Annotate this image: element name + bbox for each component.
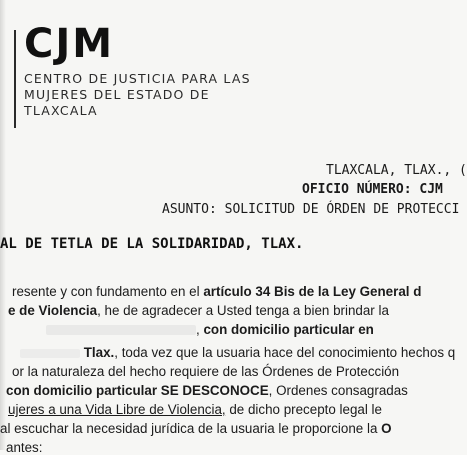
body-line-4: Tlax., toda vez que la usuaria hace del conocimiento hechos q [20,345,455,360]
redacted-name [46,325,196,335]
body-line-6: con domicilio particular SE DESCONOCE, Ordenes consagradas [6,383,408,398]
logo-divider [14,30,16,128]
body-line-9: antes: [6,440,43,455]
body-line-8: al escuchar la necesidad jurídica de la usuaria le proporcione la O [0,421,392,436]
header-city-date: TLAXCALA, TLAX., ( [326,163,467,178]
org-name-line-2: MUJERES DEL ESTADO DE [24,87,210,102]
header-asunto: ASUNTO: SOLICITUD DE ÓRDEN DE PROTECCI [162,202,460,217]
org-name-line-1: CENTRO DE JUSTICIA PARA LAS [24,71,251,86]
recipient-line: AL DE TETLA DE LA SOLIDARIDAD, TLAX. [0,236,304,252]
header-oficio-number: OFICIO NÚMERO: CJM [302,182,443,197]
body-line-7: ujeres a una Vida Libre de Violencia, de dicho precepto legal le [8,402,382,417]
org-name-line-3: TLAXCALA [24,103,98,118]
body-line-1: resente y con fundamento en el artículo 34 Bis de la Ley General d [12,284,422,299]
cjm-logo: CJM [24,21,115,67]
body-line-2: e de Violencia, he de agradecer a Usted tenga a bien brindar la [8,303,389,318]
redacted-address [20,349,80,358]
organization-name [24,71,274,119]
body-line-5: or la naturaleza del hecho requiere de las Órdenes de Protección [12,364,400,379]
body-line-3: , con domicilio particular en [46,322,374,337]
